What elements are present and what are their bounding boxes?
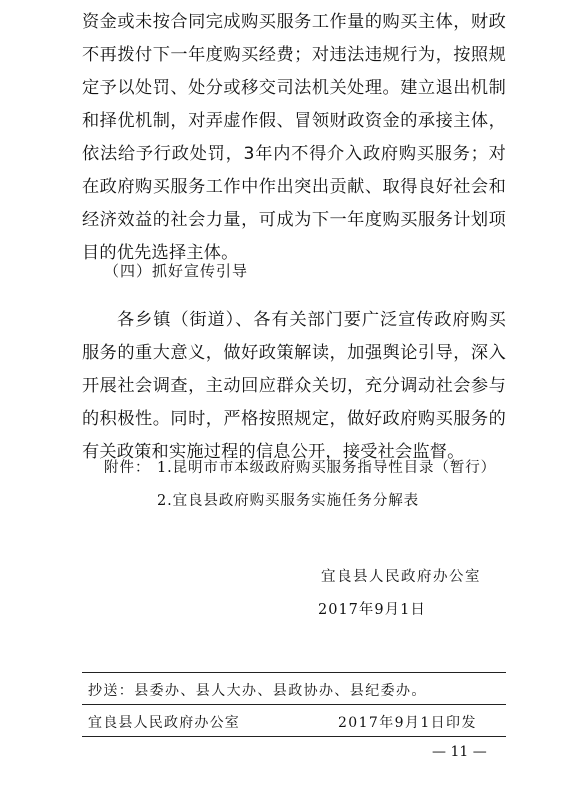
attachments-label: 附件： — [104, 460, 151, 476]
footer-issuer: 宜良县人民政府办公室 — [88, 715, 240, 731]
attachment-item-1: 1.昆明市市本级政府购买服务指导性目录（暂行） — [157, 460, 497, 476]
page-number: — 11 — — [432, 744, 487, 760]
footer-rule-top — [82, 672, 506, 673]
attachment-item-2: 2.宜良县政府购买服务实施任务分解表 — [157, 493, 420, 509]
footer-rule-middle — [82, 704, 506, 705]
cc-line: 抄送：县委办、县人大办、县政协办、县纪委办。 — [88, 683, 427, 699]
signature-date: 2017年9月1日 — [318, 602, 426, 618]
footer-rule-bottom — [82, 736, 506, 737]
body-paragraph-2: 各乡镇（街道）、各有关部门要广泛宣传政府购买服务的重大意义，做好政策解读，加强舆论引导，深入开展社会调查，主动回应群众关切，充分调动社会参与的积极性。同时，严格按照规定，做好政府购买服务的有关政策和实施过程的信息公开，接受社会监督。 — [82, 310, 506, 462]
section-heading-publicity: （四）抓好宣传引导 — [104, 262, 249, 280]
signature-organization: 宜良县人民政府办公室 — [321, 569, 481, 585]
footer-issue-date: 2017年9月1日印发 — [338, 715, 477, 731]
body-paragraph-1: 资金或未按合同完成购买服务工作量的购买主体，财政不再拨付下一年度购买经费；对违法违规行为，按照规定予以处罚、处分或移交司法机关处理。建立退出机制和择优机制，对弄虚作假、冒领财政资金的承接主体，依法给予行政处罚，3年内不得介入政府购买服务；对在政府购买服务工作中作出突出贡献、取得良好社会和经济效益的社会力量，可成为下一年度购买服务计划项目的优先选择主体。 — [82, 12, 506, 263]
